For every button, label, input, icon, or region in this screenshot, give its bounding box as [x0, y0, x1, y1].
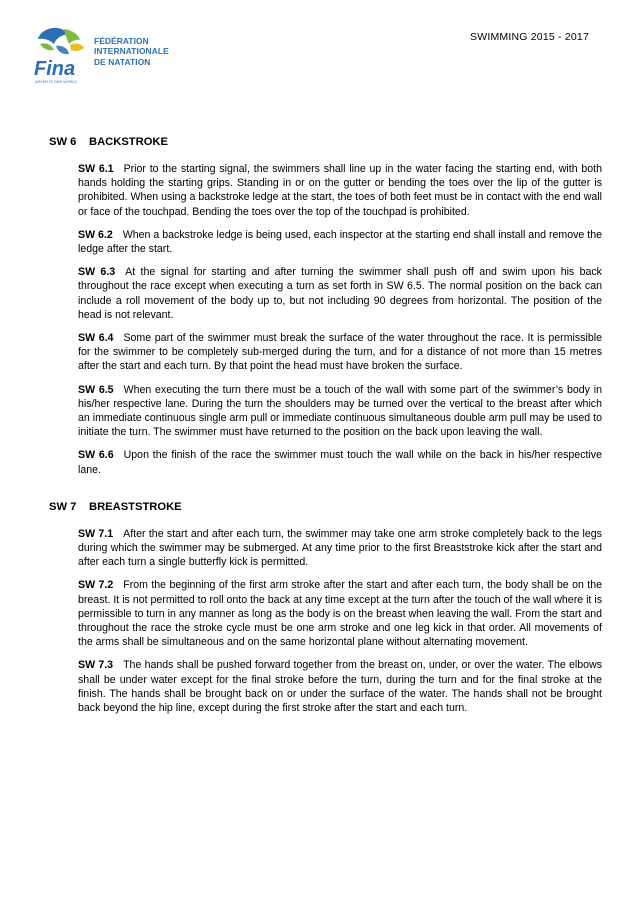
section-heading — [49, 136, 602, 148]
rule-paragraph — [78, 265, 602, 322]
section-title: BREASTSTROKE — [89, 500, 182, 513]
rule-number: SW 6.6 — [78, 449, 114, 462]
fina-wordmark: Fina — [34, 58, 76, 80]
federation-line: DE NATATION — [94, 56, 151, 67]
document-body — [49, 136, 602, 724]
rule-paragraph — [78, 527, 602, 570]
fina-logo-icon — [34, 26, 94, 80]
federation-line: FÉDÉRATION — [94, 36, 149, 46]
rule-number: SW 6.3 — [78, 266, 116, 279]
rule-paragraph — [78, 383, 602, 440]
section-number: SW 7 — [49, 500, 77, 513]
rule-number: SW 6.2 — [78, 228, 113, 241]
rule-paragraph — [78, 162, 602, 219]
rule-text: Upon the finish of the race the swimmer must touch the wall while on the back in his/her respective lane. — [78, 449, 602, 476]
rule-text: The hands shall be pushed forward together from the breast on, under, or over the water. The elbows shall be under water except for the final stroke before the turn, during the turn and for the final stroke at the finish. The hands shall be brought back on or under the surface of the water. The hands shall not be brought back beyond the hip line, except during the first stroke after the start and each turn. — [78, 659, 602, 715]
rule-paragraph — [78, 228, 602, 256]
rule-paragraph — [78, 578, 602, 649]
logo-tagline: WATER IS OUR WORLD — [35, 80, 78, 84]
rule-text: At the signal for starting and after turning the swimmer shall push off and swim upon his back throughout the race except when executing a turn as set forth in SW 6.5. The normal position on the back can include a roll movement of the body up to, but not including 90 degrees from horizontal. The position of the head is not relevant. — [78, 266, 602, 321]
rule-number: SW 6.5 — [78, 383, 114, 396]
rule-text: Prior to the starting signal, the swimmers shall line up in the water facing the starting end, with both hands holding the starting grips. Standing in or on the gutter or bending the toes over the lip of the gutter is prohibited. When using a backstroke ledge at the start, the toes of both feet must be in contact with the end wall or face of the touchpad. Bending the toes over the top of the touchpad is prohibited. — [78, 163, 602, 218]
rule-number: SW 7.3 — [78, 659, 114, 672]
fina-logo — [34, 26, 184, 88]
section-heading — [49, 501, 602, 513]
rule-text: After the start and after each turn, the swimmer may take one arm stroke completely back to the legs during which the swimmer may be submerged. At any time prior to the first Breaststroke kick after the start and after each turn a single butterfly kick is permitted. — [78, 527, 602, 569]
rule-number: SW 6.4 — [78, 332, 114, 345]
federation-name — [94, 36, 169, 67]
rule-paragraph — [78, 658, 602, 715]
federation-line: INTERNATIONALE — [94, 46, 169, 57]
rule-paragraph — [78, 448, 602, 476]
section-title: BACKSTROKE — [89, 136, 168, 148]
rule-number: SW 7.2 — [78, 579, 114, 592]
rule-number: SW 7.1 — [78, 527, 114, 540]
rule-paragraph — [78, 331, 602, 374]
rule-text: Some part of the swimmer must break the surface of the water throughout the race. It is permissible for the swimmer to be completely sub-merged during the turn, and for a distance of not more than 15 metres after the start and each turn. By that point the head must have broken the surface. — [78, 332, 602, 373]
document-header: SWIMMING 2015 - 2017 — [470, 31, 589, 43]
rule-number: SW 6.1 — [78, 163, 114, 175]
rule-text: When executing the turn there must be a touch of the wall with some part of the swimmer’s body in his/her respective lane. During the turn the shoulders may be turned over the vertical to the breast after which an immediate continuous single arm pull or immediate continuous simultaneous double arm pull may be used to initiate the turn. The swimmer must have returned to the position on the back upon leaving the wall. — [78, 383, 602, 439]
section-number: SW 6 — [49, 136, 77, 148]
rule-text: When a backstroke ledge is being used, each inspector at the starting end shall install and remove the ledge after the start. — [78, 228, 602, 256]
rule-text: From the beginning of the first arm stroke after the start and after each turn, the body shall be on the breast. It is not permitted to roll onto the back at any time except at the turn after the touch of the wall where it is permissible to turn in any manner as long as the body is on the breast when leaving the wall. From the start and throughout the race the stroke cycle must be one arm stroke and one leg kick in that order. All movements of the arms shall be simultaneous and on the same horizontal plane without alternating movement. — [78, 579, 602, 649]
